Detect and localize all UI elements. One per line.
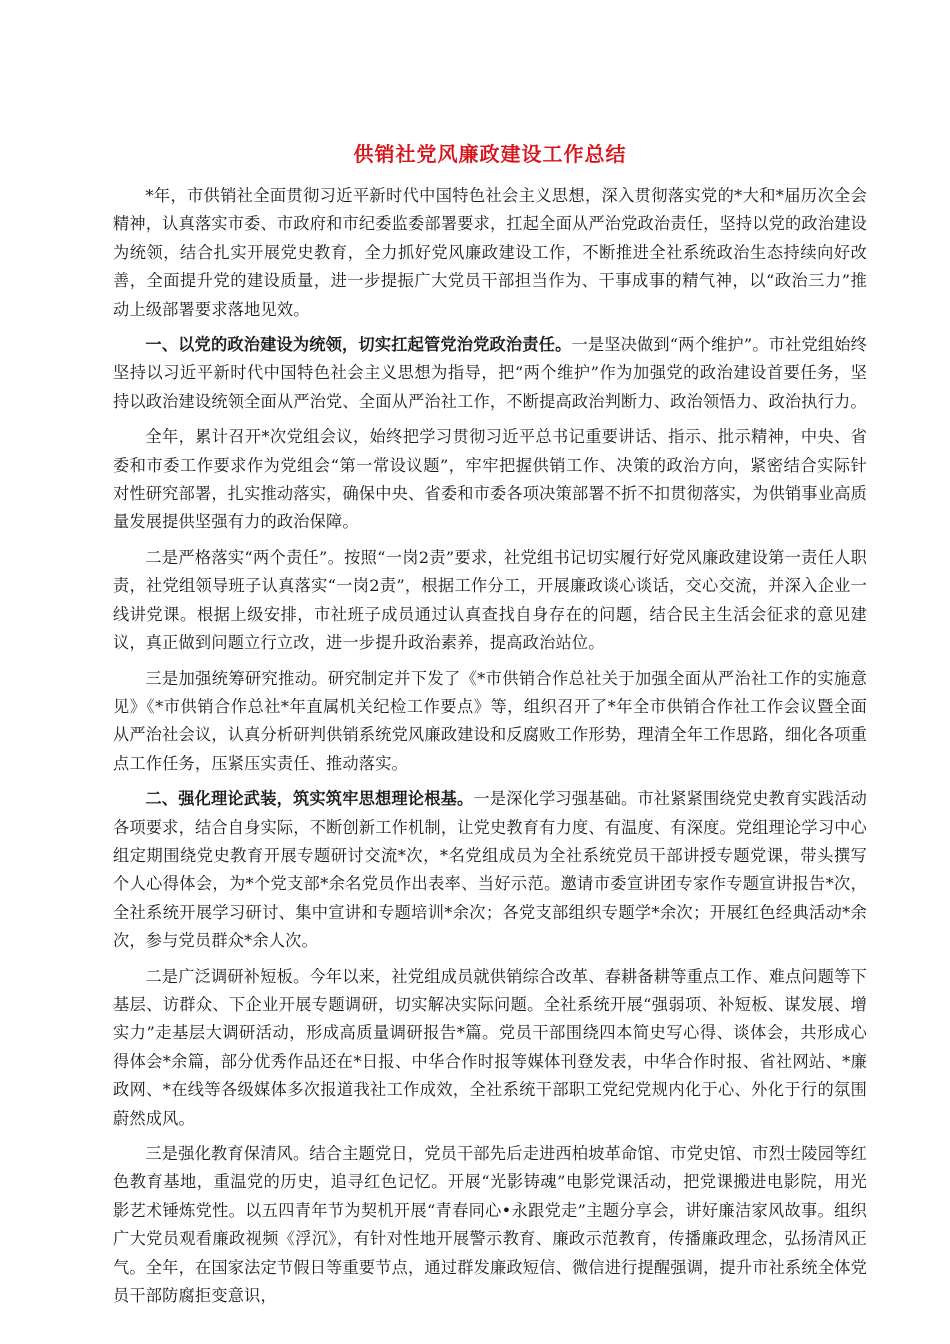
- paragraph-text: *年，市供销社全面贯彻习近平新时代中国特色社会主义思想，深入贯彻落实党的*大和*届历次全会精神，认真落实市委、市政府和市纪委监委部署要求，扛起全面从严治党政治责任，坚持以党的政治建设为统领，结合扎实开展党史教育，全力抓好党风廉政建设工作，不断推进全社系统政治生态持续向好改善，全面提升党的建设质量，进一步提振广大党员干部担当作为、干事成事的精气神，以“政治三力”推动上级部署要求落地见效。: [113, 186, 867, 319]
- section-heading: 一、以党的政治建设为统领，切实扛起管党治党政治责任。: [145, 335, 572, 355]
- paragraph-intro: [113, 182, 867, 324]
- paragraph-body: [113, 963, 867, 1133]
- paragraph-text: 全年，累计召开*次党组会议，始终把学习贯彻习近平总书记重要讲话、指示、批示精神，中央、省委和市委工作要求作为党组会“第一常设议题”，牢牢把握供销工作、决策的政治方向，紧密结合实际针对性研究部署，扎实推动落实，确保中央、省委和市委各项决策部署不折不扣贯彻落实，为供销事业高质量发展提供坚强有力的政治保障。: [113, 427, 867, 532]
- document-title: 供销社党风廉政建设工作总结: [353, 142, 627, 166]
- paragraph-section-2: [113, 785, 867, 955]
- paragraph-body: [113, 1140, 867, 1310]
- paragraph-body: [113, 423, 867, 537]
- paragraph-text: 一是坚决做到“两个维护”。市社党组始终坚持以习近平新时代中国特色社会主义思想为指导，把“两个维护”作为加强党的政治建设首要任务，坚持以政治建设统领全面从严治党、全面从严治社工作，不断提高政治判断力、政治领悟力、政治执行力。: [113, 335, 868, 411]
- paragraph-text: 一是深化学习强基础。市社紧紧围绕党史教育实践活动各项要求，结合自身实际，不断创新工作机制，让党史教育有力度、有温度、有深度。党组理论学习中心组定期围绕党史教育开展专题研讨交流*次，*名党组成员为全社系统党员干部讲授专题党课，带头撰写个人心得体会，为*个党支部*余名党员作出表率、当好示范。邀请市委宣讲团专家作专题宣讲报告*次，全社系统开展学习研讨、集中宣讲和专题培训*余次；各党支部组织专题学*余次；开展红色经典活动*余次，参与党员群众*余人次。: [113, 789, 867, 951]
- paragraph-text: 三是加强统筹研究推动。研究制定并下发了《*市供销合作总社关于加强全面从严治社工作的实施意见》《*市供销合作总社*年直属机关纪检工作要点》等，组织召开了*年全市供销合作社工作会议暨全面从严治社会议，认真分析研判供销系统党风廉政建设和反腐败工作形势，理清全年工作思路，细化各项重点工作任务，压紧压实责任、推动落实。: [113, 668, 867, 773]
- paragraph-text: 二是广泛调研补短板。今年以来，社党组成员就供销综合改革、春耕备耕等重点工作、难点问题等下基层、访群众、下企业开展专题调研，切实解决实际问题。全社系统开展“强弱项、补短板、谋发展、增实力”走基层大调研活动，形成高质量调研报告*篇。党员干部围绕四本简史写心得、谈体会，共形成心得体会*余篇，部分优秀作品还在*日报、中华合作时报等媒体刊登发表，中华合作时报、省社网站、*廉政网、*在线等各级媒体多次报道我社工作成效，全社系统干部职工党纪党规内化于心、外化于行的氛围蔚然成风。: [113, 966, 867, 1128]
- document-page: [113, 140, 867, 1317]
- paragraph-section-1: [113, 331, 867, 416]
- section-heading: 二、强化理论武装，筑实筑牢思想理论根基。: [145, 789, 474, 809]
- paragraph-text: 三是强化教育保清风。结合主题党日，党员干部先后走进西柏坡革命馆、市党史馆、市烈士陵园等红色教育基地，重温党的历史，追寻红色记忆。开展“光影铸魂”电影党课活动，把党课搬进电影院，用光影艺术锤炼党性。以五四青年节为契机开展“青春同心•永跟党走”主题分享会，讲好廉洁家风故事。组织广大党员观看廉政视频《浮沉》，有针对性地开展警示教育、廉政示范教育，传播廉政理念，弘扬清风正气。全年，在国家法定节假日等重要节点，通过群发廉政短信、微信进行提醒强调，提升市社系统全体党员干部防腐拒变意识，: [113, 1144, 867, 1306]
- paragraph-body: [113, 665, 867, 779]
- paragraph-text: 二是严格落实“两个责任”。按照“一岗2责”要求，社党组书记切实履行好党风廉政建设第一责任人职责，社党组领导班子认真落实“一岗2责”，根据工作分工，开展廉政谈心谈话，交心交流，并深入企业一线讲党课。根据上级安排，市社班子成员通过认真查找自身存在的问题，结合民主生活会征求的意见建议，真正做到问题立行立改，进一步提升政治素养，提高政治站位。: [113, 547, 867, 653]
- paragraph-body: [113, 544, 867, 658]
